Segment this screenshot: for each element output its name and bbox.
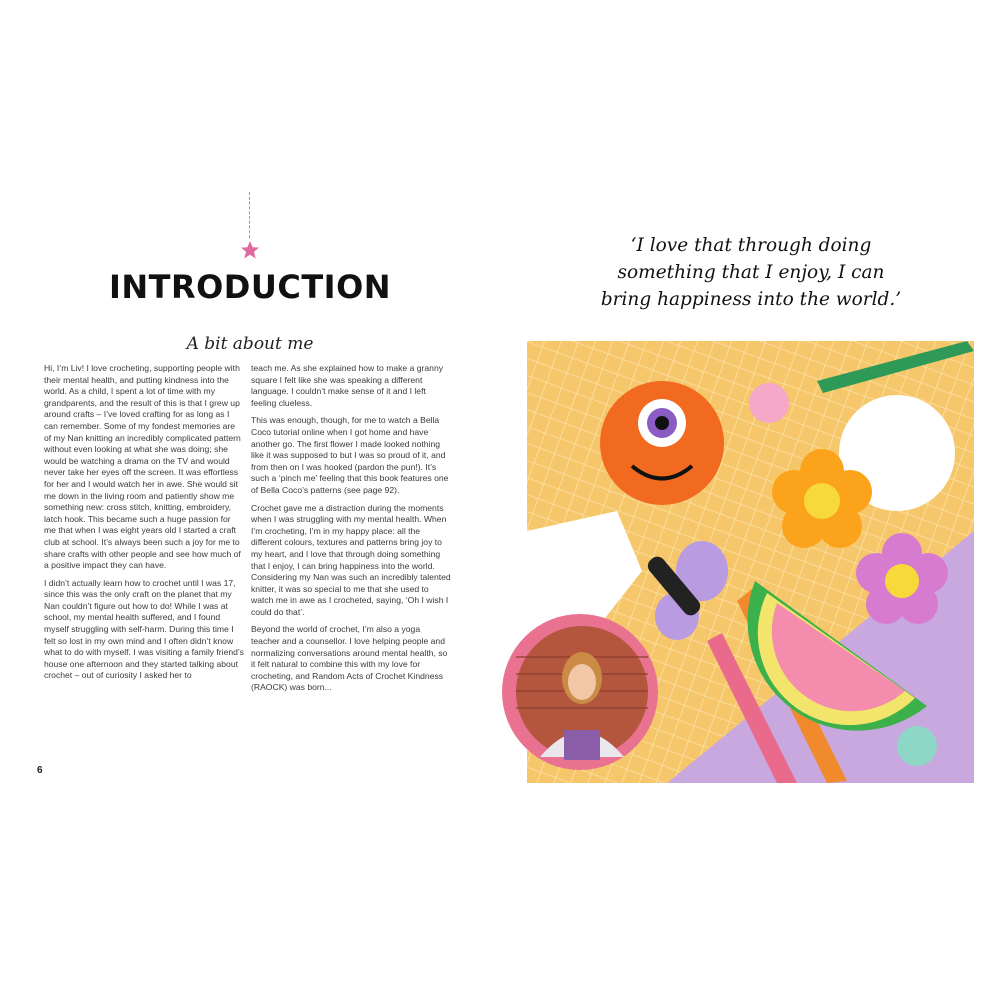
page-title: INTRODUCTION (108, 268, 392, 306)
text-column-1 (44, 363, 244, 688)
section-subtitle: A bit about me (186, 334, 314, 354)
quote-line: ‘I love that through doing (630, 235, 872, 256)
paragraph: This was enough, though, for me to watch a Bella Coco tutorial online when I got home and have another go. The first flower I made looked nothing like it was supposed to but I was so proud of it, and from then on I was hooked (pardon the pun!). It’s such a ‘pinch me’ feeling that this book features one of Bella Coco’s patterns (see page 92). (251, 415, 449, 495)
text-column-2 (251, 363, 451, 700)
quote-line: something that I enjoy, I can (617, 262, 885, 283)
dashed-divider (249, 192, 250, 238)
paragraph: Hi, I’m Liv! I love crocheting, supporting people with their mental health, and putting kindness into the world. As a child, I spent a lot of time with my grandparents, and the result of this is that I grew up around crafts – I’ve loved crafting for as long as I can remember. Some of my fondest memories are of my Nan knitting an incredibly complicated pattern without even looking at what she was doing; she would be watching a drama on the TV and would never take her eyes off the screen. It was effortless for her and I would watch her in awe. She would sit me down in the living room and patiently show me something new: cross stitch, knitting, embroidery, latch hook. This became such a huge passion for me that when I was eight years old I started a craft club at school. It’s always been such a joy for me to share crafts with other people and see how much of a positive impact they can have. (44, 363, 241, 571)
paragraph: I didn’t actually learn how to crochet until I was 17, since this was the only craft on the planet that my Nan couldn’t figure out how to do! While I was at school, my mental health suffered, and I found myself struggling with self-harm. During this time I felt so lost in my own mind and I often didn’t know what to do with myself. I was visiting a family friend’s house one afternoon and they started talking about crochet – out of curiosity I asked her to (44, 577, 244, 681)
pull-quote (596, 232, 906, 313)
paragraph: Beyond the world of crochet, I’m also a yoga teacher and a counsellor. I love helping people and normalizing conversations around mental health, so it felt natural to combine this with my love for crocheting, and Random Acts of Crochet Kindness (RAOCK) was born... (251, 624, 448, 693)
paragraph: teach me. As she explained how to make a granny square I felt like she was speaking a different language. I couldn’t make sense of it and I left feeling clueless. (251, 363, 444, 408)
star-icon (240, 240, 260, 260)
page-number: 6 (37, 765, 43, 776)
quote-line: bring happiness into the world.’ (600, 289, 902, 310)
author-portrait (500, 612, 660, 772)
paragraph: Crochet gave me a distraction during the moments when I was struggling with my mental health. When I’m crocheting, I’m in my happy place: all the different colours, textures and patterns bring joy to my heart, and I love that through doing something that I enjoy, I can bring happiness into the world. Considering my Nan was such an incredibly talented knitter, it was so special to me that she used to watch me in awe as I crocheted, saying, ‘Oh I wish I could do that’. (251, 502, 451, 617)
